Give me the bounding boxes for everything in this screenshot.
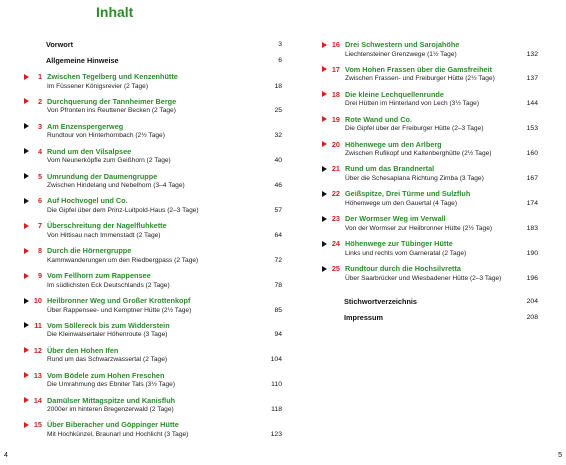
entry-page: 46 xyxy=(274,182,282,190)
entry-number xyxy=(328,90,340,100)
entry-subtitle: 2000er im hinteren Bregenzerwald (2 Tage) xyxy=(47,406,174,414)
entry-number xyxy=(30,122,42,132)
entry-number-text: 19 xyxy=(331,114,340,124)
entry-page: 85 xyxy=(274,306,282,314)
triangle-marker-icon xyxy=(24,372,29,378)
triangle-marker-icon xyxy=(24,422,29,428)
entry-page: 132 xyxy=(526,50,538,58)
entry-title: Allgemeine Hinweise xyxy=(46,56,119,65)
toc-entry xyxy=(328,264,538,289)
entry-title: Die kleine Lechquellenrunde xyxy=(345,89,444,99)
triangle-marker-icon xyxy=(24,74,29,80)
entry-title: Zwischen Tegelberg und Kenzenhütte xyxy=(47,72,178,81)
entry-page: 64 xyxy=(274,231,282,239)
toc-entry xyxy=(328,115,538,140)
entry-title: Vom Bödele zum Hohen Freschen xyxy=(47,370,165,380)
entry-title: Geißspitze, Drei Türme und Sulzfluh xyxy=(345,189,471,199)
entry-title: Impressum xyxy=(344,312,383,322)
entry-number-text: 23 xyxy=(331,214,340,224)
toc-left-column xyxy=(30,40,282,445)
entry-number-text: 25 xyxy=(331,264,340,274)
entry-page: 204 xyxy=(526,297,538,305)
triangle-marker-icon xyxy=(24,173,29,179)
entry-page: 72 xyxy=(274,256,282,264)
entry-page: 160 xyxy=(526,150,538,158)
triangle-marker-icon xyxy=(24,248,29,254)
entry-subtitle: Die Umrahmung des Ebniter Tals (3½ Tage) xyxy=(47,381,176,389)
entry-subtitle: Mit Hochkünzel, Braunarl und Hochlicht (3 Tage) xyxy=(47,430,189,438)
entry-number xyxy=(328,239,340,249)
entry-number xyxy=(328,214,340,224)
triangle-marker-icon xyxy=(24,273,29,279)
entry-number-text: 24 xyxy=(331,239,340,249)
entry-page: 6 xyxy=(278,57,282,64)
entry-page: 18 xyxy=(274,82,282,90)
entry-title: Der Wormser Weg im Verwall xyxy=(345,214,446,224)
entry-number-text: 13 xyxy=(33,370,42,380)
page-number-right: 5 xyxy=(558,452,562,459)
entry-number xyxy=(30,321,42,331)
toc-entry xyxy=(30,147,282,172)
entry-page: 3 xyxy=(278,41,282,48)
entry-title: Damülser Mittagspitze und Kanisfluh xyxy=(47,395,176,405)
entry-number-text: 10 xyxy=(33,296,42,306)
entry-page: 104 xyxy=(270,356,282,364)
entry-number xyxy=(30,346,42,356)
entry-number-text: 17 xyxy=(331,64,340,74)
entry-page: 118 xyxy=(271,406,282,414)
entry-page: 183 xyxy=(526,224,538,232)
entry-title: Rundtour durch die Hochsilvretta xyxy=(345,264,461,274)
toc-entry xyxy=(30,172,282,197)
entry-number-text: 20 xyxy=(331,139,340,149)
entry-number-text: 9 xyxy=(37,271,42,281)
triangle-marker-icon xyxy=(322,266,327,272)
entry-title: Höhenwege um den Arlberg xyxy=(345,139,442,149)
entry-number xyxy=(328,164,340,174)
entry-page: 78 xyxy=(274,281,282,289)
triangle-marker-icon xyxy=(24,223,29,229)
entry-number-text: 16 xyxy=(331,40,340,49)
entry-number-text: 2 xyxy=(37,96,42,106)
entry-subtitle: Drei Hütten im Hinterland von Lech (3½ Tage) xyxy=(345,100,480,108)
entry-page: 25 xyxy=(274,107,282,115)
triangle-marker-icon xyxy=(322,66,327,72)
entry-number xyxy=(30,196,42,206)
entry-subtitle: Die Kleinwalsertaler Höhenroute (3 Tage) xyxy=(47,331,168,339)
entry-title: Durchquerung der Tannheimer Berge xyxy=(47,96,177,106)
entry-page: 196 xyxy=(526,274,538,282)
toc-entry xyxy=(328,214,538,239)
toc-entry xyxy=(328,189,538,214)
entry-subtitle: Rundtour von Hinterhornbach (2½ Tage) xyxy=(47,132,165,140)
entry-subtitle: Vom Neunerköpfle zum Geißhorn (2 Tage) xyxy=(47,157,171,165)
triangle-marker-icon xyxy=(24,397,29,403)
triangle-marker-icon xyxy=(322,166,327,172)
triangle-marker-icon xyxy=(322,116,327,122)
entry-number-text: 6 xyxy=(37,196,42,206)
triangle-marker-icon xyxy=(24,198,29,204)
triangle-marker-icon xyxy=(24,322,29,328)
toc-entry xyxy=(328,164,538,189)
entry-number-text: 11 xyxy=(34,320,42,330)
entry-page: 110 xyxy=(271,381,282,389)
entry-subtitle: Zwischen Hindelang und Nebelhorn (3–4 Tage) xyxy=(47,182,185,190)
entry-number xyxy=(30,396,42,406)
entry-page: 190 xyxy=(526,249,538,257)
entry-title: Umrundung der Daumengruppe xyxy=(47,171,158,181)
entry-number xyxy=(328,140,340,150)
toc-entry xyxy=(30,122,282,147)
entry-title: Höhenwege zur Tübinger Hütte xyxy=(345,239,453,249)
entry-number xyxy=(30,246,42,256)
toc-entry xyxy=(30,396,282,421)
entry-number-text: 21 xyxy=(331,164,340,174)
entry-subtitle: Liechtensteiner Grenzwege (1½ Tage) xyxy=(345,50,457,58)
entry-subtitle: Zwischen Frassen- und Freiburger Hütte (2½ Tage) xyxy=(345,75,495,83)
entry-number-text: 1 xyxy=(37,72,42,81)
triangle-marker-icon xyxy=(24,123,29,129)
entry-number-text: 12 xyxy=(33,345,42,355)
entry-page: 137 xyxy=(526,75,538,83)
entry-number-text: 4 xyxy=(37,146,42,156)
entry-subtitle: Im südlichsten Eck Deutschlands (2 Tage) xyxy=(47,281,170,289)
entry-page: 167 xyxy=(526,174,538,182)
triangle-marker-icon xyxy=(322,191,327,197)
entry-title: Vom Fellhorn zum Rappensee xyxy=(47,271,151,281)
entry-subtitle: Im Füssener Königsrevier (2 Tage) xyxy=(47,82,149,90)
entry-subtitle: Die Gipfel über dem Prinz-Luitpold-Haus (2–3 Tage) xyxy=(47,206,199,214)
entry-page: 144 xyxy=(526,100,538,108)
triangle-marker-icon xyxy=(322,216,327,222)
entry-number-text: 14 xyxy=(33,395,42,405)
entry-subtitle: Von Hittisau nach Immenstadt (2 Tage) xyxy=(47,231,161,239)
toc-plain-entry xyxy=(328,297,538,313)
toc-entry xyxy=(328,239,538,264)
entry-subtitle: Zwischen Rufikopf und Kaltenberghütte (2½ Tage) xyxy=(345,150,492,158)
entry-number xyxy=(30,221,42,231)
entry-page: 174 xyxy=(526,199,538,207)
entry-number xyxy=(30,97,42,107)
entry-page: 123 xyxy=(270,430,282,438)
triangle-marker-icon xyxy=(24,98,29,104)
entry-number xyxy=(328,189,340,199)
toc-entry xyxy=(30,221,282,246)
entry-title: Rund um den Vilsalpsee xyxy=(47,146,132,156)
entry-title: Am Enzenspergerweg xyxy=(47,121,124,131)
entry-title: Rund um das Brandnertal xyxy=(345,164,435,174)
entry-page: 57 xyxy=(274,206,282,214)
triangle-marker-icon xyxy=(24,347,29,353)
toc-entry xyxy=(328,90,538,115)
toc-entry xyxy=(328,40,538,65)
toc-entry xyxy=(30,321,282,346)
entry-title: Vom Hohen Frassen über die Gamsfreiheit xyxy=(345,64,493,74)
entry-number xyxy=(30,371,42,381)
triangle-marker-icon xyxy=(322,241,327,247)
entry-page: 94 xyxy=(274,331,282,339)
triangle-marker-icon xyxy=(322,42,327,48)
toc-plain-entry xyxy=(328,313,538,329)
entry-number xyxy=(30,72,42,82)
entry-title: Vom Söllereck bis zum Widderstein xyxy=(47,320,170,330)
triangle-marker-icon xyxy=(24,298,29,304)
entry-title: Auf Hochvogel und Co. xyxy=(47,196,128,206)
toc-plain-entry xyxy=(30,40,282,56)
toc-entry xyxy=(30,72,282,97)
entry-title: Rote Wand und Co. xyxy=(345,114,413,124)
entry-subtitle: Kammwanderungen um den Riedbergpass (2 Tage) xyxy=(47,256,199,264)
toc-entry xyxy=(30,196,282,221)
entry-number xyxy=(328,65,340,75)
entry-title: Überschreitung der Nagelfluhkette xyxy=(47,221,167,231)
entry-subtitle: Von der Wormser zur Heilbronner Hütte (2½ Tage) xyxy=(345,224,493,232)
entry-subtitle: Über die Schesaplana Richtung Zimba (3 Tage) xyxy=(345,174,484,182)
entry-title: Durch die Hörnergruppe xyxy=(47,246,132,256)
entry-title: Drei Schwestern und Sarojahöhe xyxy=(345,40,460,49)
entry-number-text: 22 xyxy=(331,189,340,199)
entry-subtitle: Links und rechts vom Garneratal (2 Tage) xyxy=(345,249,467,257)
entry-page: 40 xyxy=(274,157,282,165)
toc-entry xyxy=(30,296,282,321)
entry-number xyxy=(30,271,42,281)
entry-subtitle: Höhenwege um den Gauertal (4 Tage) xyxy=(345,199,458,207)
entry-number-text: 18 xyxy=(331,89,340,99)
entry-title: Vorwort xyxy=(46,40,74,49)
entry-page: 208 xyxy=(526,313,538,321)
entry-number xyxy=(328,264,340,274)
entry-number xyxy=(328,40,340,50)
entry-number-text: 3 xyxy=(37,121,42,131)
entry-subtitle: Die Gipfel über der Freiburger Hütte (2–3 Tage) xyxy=(345,125,484,133)
toc-entry xyxy=(30,97,282,122)
entry-number xyxy=(328,115,340,125)
entry-title: Über Biberacher und Göppinger Hütte xyxy=(47,420,179,430)
entry-subtitle: Von Pfronten ins Reuttener Becken (2 Tage) xyxy=(47,107,176,115)
toc-entry xyxy=(30,346,282,371)
entry-subtitle: Über Rappensee- und Kemptner Hütte (2½ Tage) xyxy=(47,306,192,314)
toc-entry xyxy=(30,271,282,296)
triangle-marker-icon xyxy=(322,141,327,147)
toc-entry xyxy=(30,420,282,445)
toc-entry xyxy=(30,246,282,271)
entry-number-text: 7 xyxy=(37,221,42,231)
entry-title: Heilbronner Weg und Großer Krottenkopf xyxy=(47,296,191,306)
entry-page: 153 xyxy=(526,125,538,133)
entry-title: Über den Hohen Ifen xyxy=(47,345,119,355)
toc-entry xyxy=(328,140,538,165)
entry-subtitle: Über Saarbrücker und Wiesbadener Hütte (2–3 Tage) xyxy=(345,274,502,282)
page-heading: Inhalt xyxy=(96,4,134,20)
triangle-marker-icon xyxy=(24,148,29,154)
entry-page: 32 xyxy=(274,132,282,140)
entry-number xyxy=(30,420,42,430)
entry-number-text: 8 xyxy=(37,246,42,256)
toc-entry xyxy=(30,371,282,396)
entry-title: Stichwortverzeichnis xyxy=(344,296,417,306)
entry-subtitle: Rund um das Schwarzwassertal (2 Tage) xyxy=(47,356,168,364)
page-number-left: 4 xyxy=(4,452,8,459)
entry-number xyxy=(30,296,42,306)
toc-entry xyxy=(328,65,538,90)
entry-number-text: 15 xyxy=(33,420,42,430)
toc-plain-entry xyxy=(30,56,282,72)
entry-number-text: 5 xyxy=(37,171,42,181)
entry-number xyxy=(30,172,42,182)
toc-right-column xyxy=(328,40,538,329)
entry-number xyxy=(30,147,42,157)
triangle-marker-icon xyxy=(322,91,327,97)
